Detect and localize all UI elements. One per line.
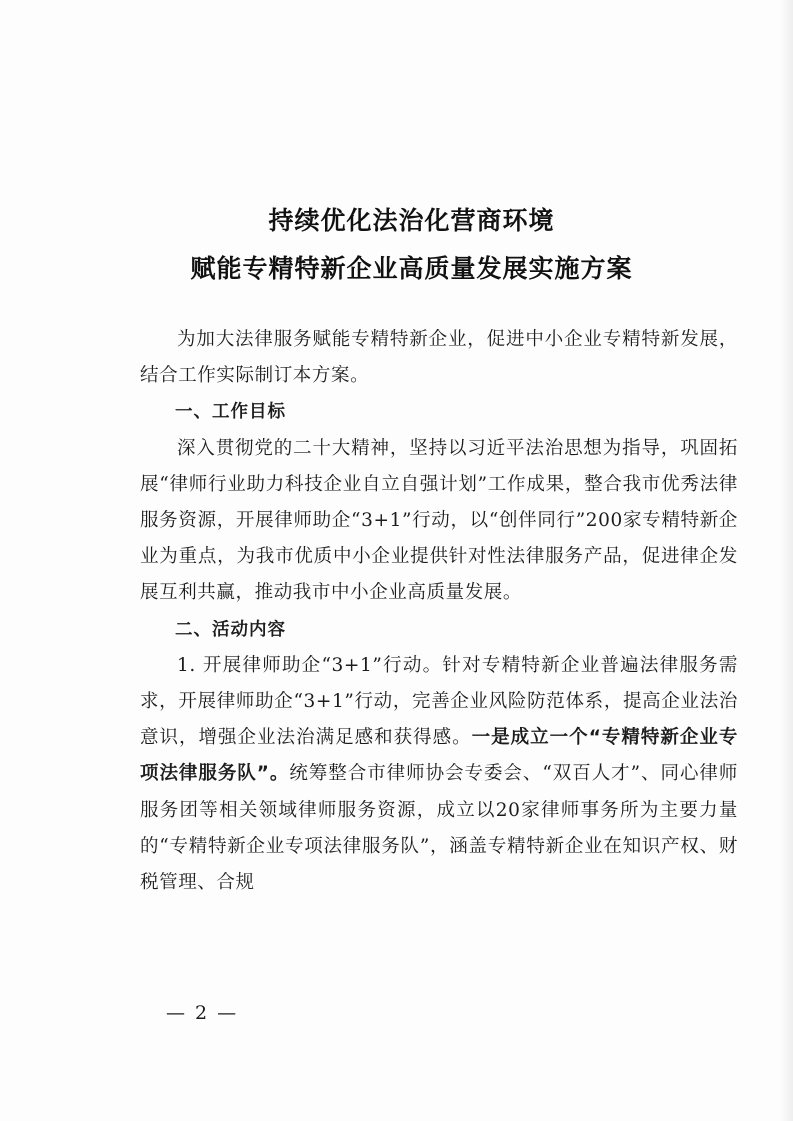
scan-edge-shadow [779,0,793,1121]
document-body [140,322,738,901]
section-2-item-1-paragraph [140,648,738,901]
document-title-line-1: 持续优化法治化营商环境 [268,206,555,235]
document-title-line-2: 赋能专精特新企业高质量发展实施方案 [190,254,633,283]
item-1-text-part-1: 1. 开展律师助企“3+1”行动。针对专精特新企业普遍法律服务需求，开展律师助企“3+1”行动，完善企业风险防范体系，提高企业法治意识，增强企业法治满足感和获得感。 [140,654,738,749]
section-1-paragraph: 深入贯彻党的二十大精神，坚持以习近平法治思想为指导，巩固拓展“律师行业助力科技企业自立自强计划”工作成果，整合我市优秀法律服务资源，开展律师助企“3+1”行动，以“创伴同行”200家专精特新企业为重点，为我市优质中小企业提供针对性法律服务产品，促进律企发展互利共赢，推动我市中小企业高质量发展。 [140,437,738,604]
item-1-bold-text: 一是成立一个“专精特新企业专项法律服务队”。 [140,727,739,785]
section-2-heading: 二、活动内容 [175,619,286,640]
section-1-heading: 一、工作目标 [175,402,286,423]
item-1-text-part-2: 统筹整合市律师协会专委会、“双百人才”、同心律师服务团等相关领域律师服务资源，成立以20家律师事务所为主要力量的“专精特新企业专项法律服务队”，涵盖专精特新企业在知识产权、财税管理、合规 [140,763,738,894]
page-number: — 2 — [166,1002,239,1024]
intro-paragraph: 为加大法律服务赋能专精特新企业，促进中小企业专精特新发展，结合工作实际制订本方案。 [140,329,738,387]
